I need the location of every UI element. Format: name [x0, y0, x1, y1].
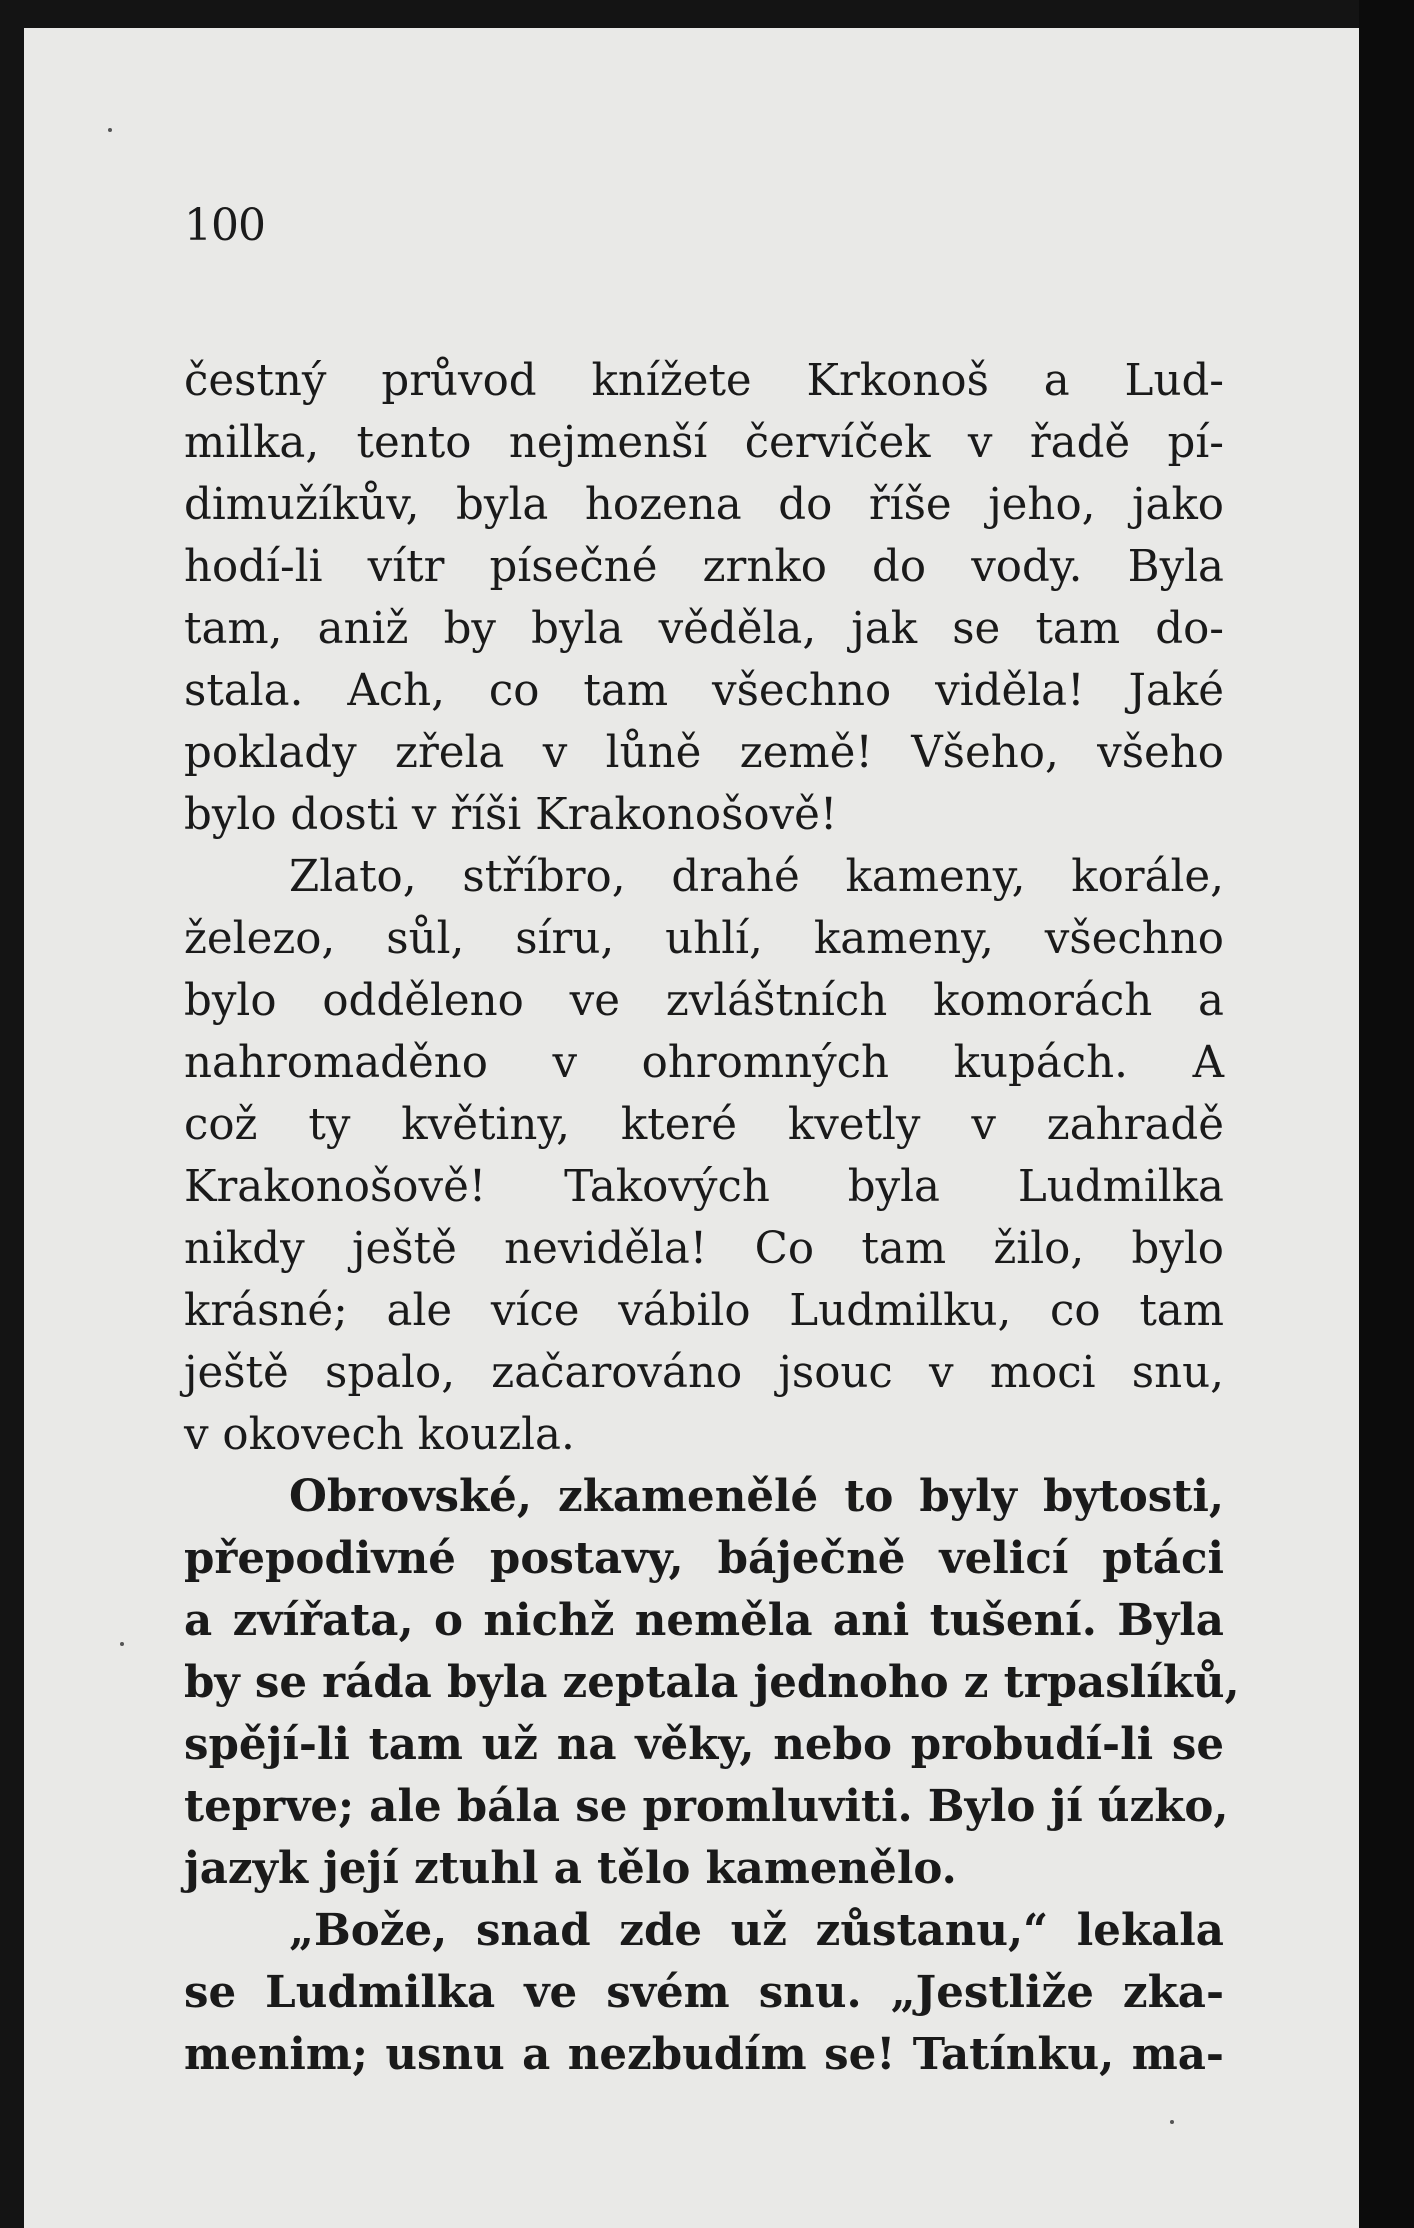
scan-speck — [108, 128, 112, 132]
scan-speck — [1170, 2120, 1174, 2124]
text-line: menim; usnu a nezbudím se! Tatínku, ma- — [184, 2029, 1224, 2080]
text-line: stala. Ach, co tam všechno viděla! Jaké — [184, 666, 1224, 716]
text-line: „Bože, snad zde už zůstanu,“ lekala — [289, 1905, 1224, 1956]
text-line: čestný průvod knížete Krkonoš a Lud- — [184, 356, 1224, 406]
text-line: Obrovské, zkamenělé to byly bytosti, — [289, 1471, 1224, 1522]
text-line: nahromaděno v ohromných kupách. A — [184, 1038, 1224, 1088]
text-line: jazyk její ztuhl a tělo kamenělo. — [184, 1843, 957, 1894]
text-line: krásné; ale více vábilo Ludmilku, co tam — [184, 1286, 1224, 1336]
text-line: v okovech kouzla. — [184, 1410, 575, 1460]
text-line: přepodivné postavy, báječně velicí ptáci — [184, 1533, 1224, 1584]
text-line: bylo odděleno ve zvláštních komorách a — [184, 976, 1224, 1026]
text-line: spějí-li tam už na věky, nebo probudí-li se — [184, 1719, 1224, 1770]
text-line: nikdy ještě neviděla! Co tam žilo, bylo — [184, 1224, 1224, 1274]
text-line: železo, sůl, síru, uhlí, kameny, všechno — [184, 914, 1224, 964]
text-line: by se ráda byla zeptala jednoho z trpaslíků, — [184, 1657, 1240, 1708]
scan-speck — [120, 1642, 124, 1646]
book-page — [24, 28, 1359, 2228]
body-text — [184, 350, 1240, 2086]
text-line: poklady zřela v lůně země! Všeho, všeho — [184, 728, 1224, 778]
scan-border — [1359, 0, 1414, 2228]
text-line: tam, aniž by byla věděla, jak se tam do- — [184, 604, 1224, 654]
text-line: a zvířata, o nichž neměla ani tušení. Byla — [184, 1595, 1224, 1646]
text-line: milka, tento nejmenší červíček v řadě pí- — [184, 418, 1224, 468]
page-number: 100 — [184, 200, 265, 251]
text-line: hodí-li vítr písečné zrnko do vody. Byla — [184, 542, 1224, 592]
text-line: se Ludmilka ve svém snu. „Jestliže zka- — [184, 1967, 1224, 2018]
text-line: Krakonošově! Takových byla Ludmilka — [184, 1162, 1224, 1212]
text-line: teprve; ale bála se promluviti. Bylo jí úzko, — [184, 1781, 1229, 1832]
text-line: dimužíkův, byla hozena do říše jeho, jako — [184, 480, 1224, 530]
text-line: což ty květiny, které kvetly v zahradě — [184, 1100, 1224, 1150]
text-line: bylo dosti v říši Krakonošově! — [184, 790, 838, 840]
text-line: Zlato, stříbro, drahé kameny, korále, — [289, 852, 1224, 902]
text-line: ještě spalo, začarováno jsouc v moci snu, — [184, 1348, 1224, 1398]
